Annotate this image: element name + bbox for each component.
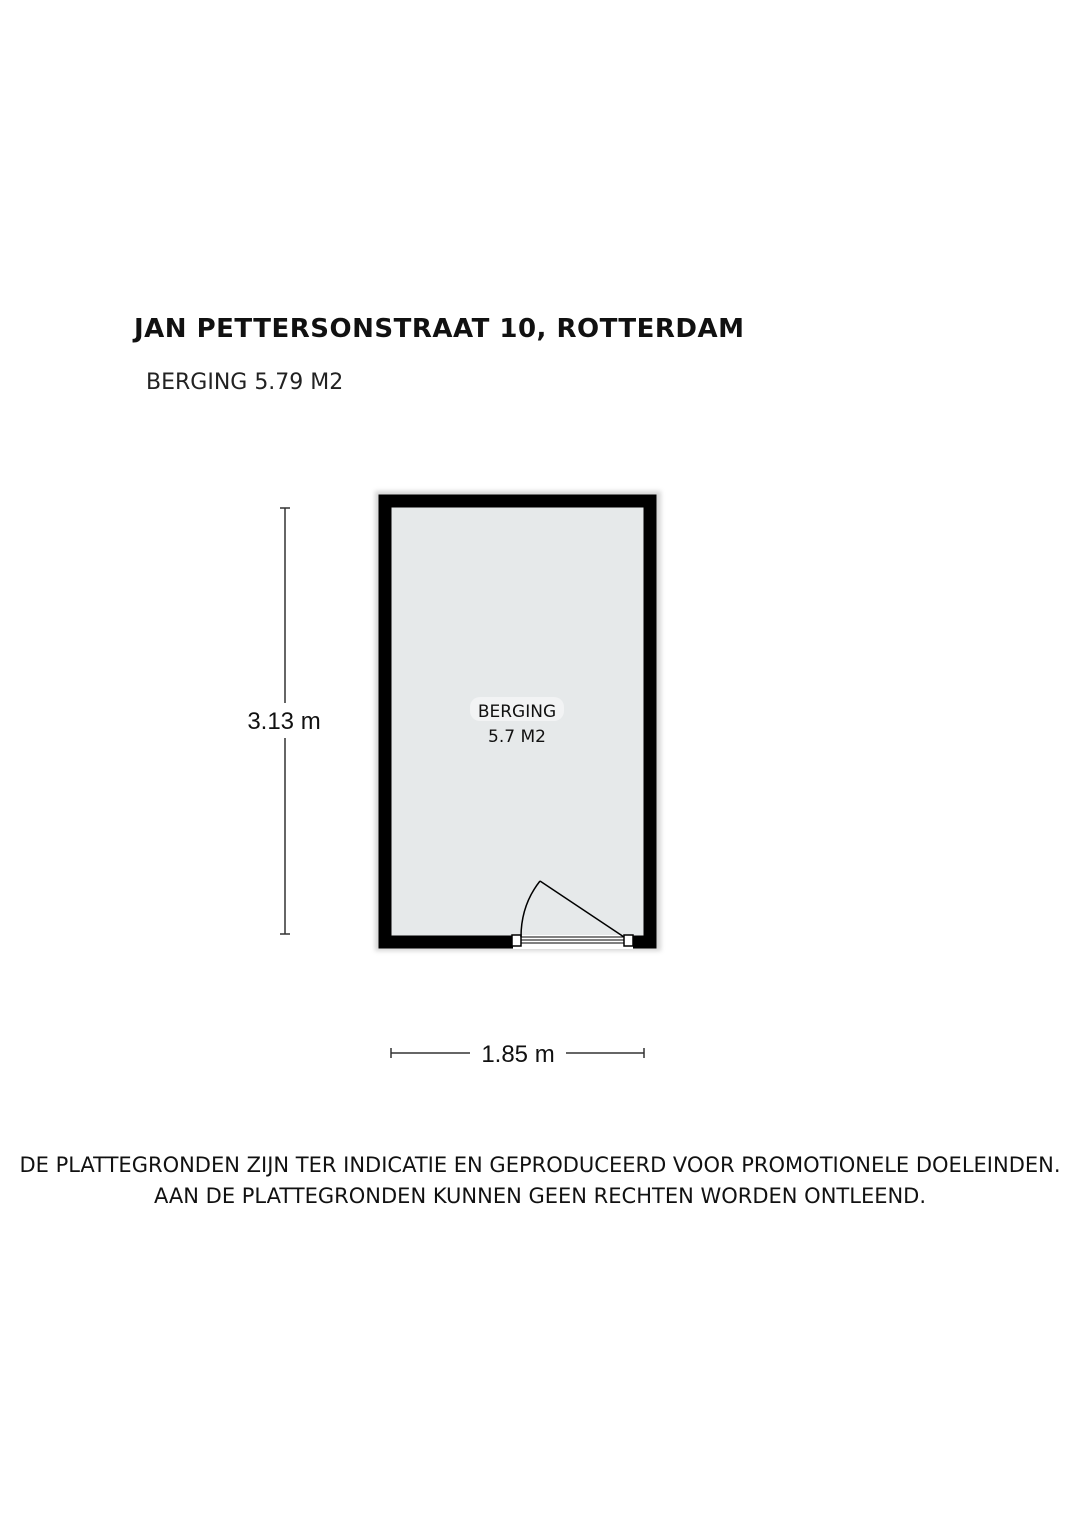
disclaimer-line-1: DE PLATTEGRONDEN ZIJN TER INDICATIE EN GEPRODUCEERD VOOR PROMOTIONELE DOELEINDEN. xyxy=(19,1153,1061,1177)
page-title: JAN PETTERSONSTRAAT 10, ROTTERDAM xyxy=(134,314,745,344)
room-area-label: 5.7 M2 xyxy=(488,727,546,747)
width-dimension-label: 1.85 m xyxy=(481,1041,555,1068)
door-jamb-left xyxy=(512,935,521,946)
room-name-label: BERGING xyxy=(477,702,557,722)
height-dimension-label: 3.13 m xyxy=(247,708,321,735)
disclaimer xyxy=(0,1150,1080,1212)
page-subtitle: BERGING 5.79 M2 xyxy=(146,370,344,395)
disclaimer-line-2: AAN DE PLATTEGRONDEN KUNNEN GEEN RECHTEN WORDEN ONTLEEND. xyxy=(153,1184,927,1208)
door-jamb-right xyxy=(624,935,633,946)
